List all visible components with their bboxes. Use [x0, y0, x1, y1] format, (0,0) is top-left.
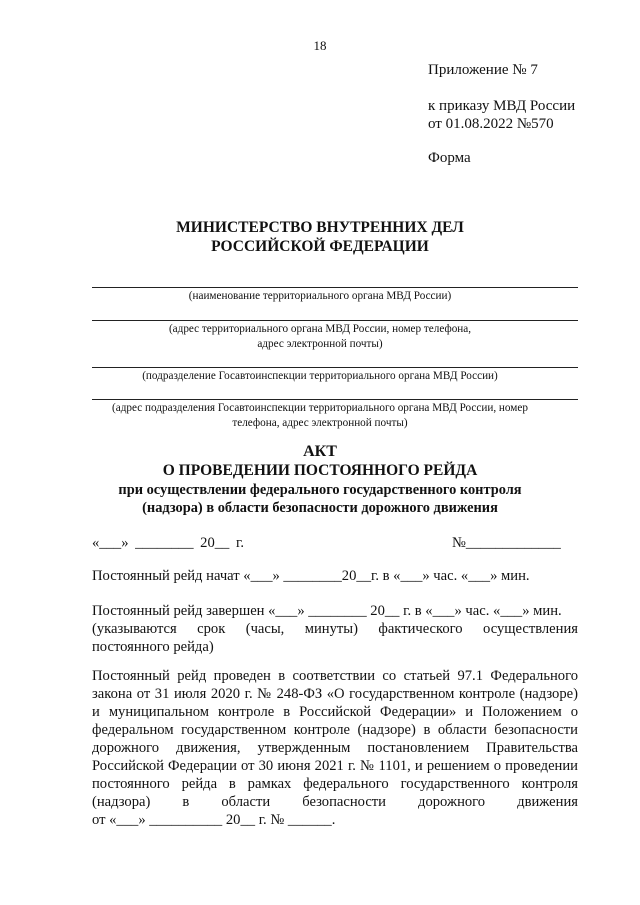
body-paragraph-line: (надзора) в области безопасности дорожного движения: [92, 794, 578, 810]
body-paragraph-line: закона от 31 июля 2020 г. № 248-ФЗ «О государственном контроле (надзоре): [92, 686, 578, 702]
ministry-name-line-2: РОССИЙСКОЙ ФЕДЕРАЦИИ: [211, 238, 429, 255]
territorial-name-caption: (наименование территориального органа МВД России): [188, 290, 452, 302]
appendix-title: Приложение № 7: [428, 62, 538, 78]
territorial-address-caption-2: адрес электронной почты): [257, 338, 383, 350]
gai-address-rule: [92, 399, 578, 400]
act-subtitle: О ПРОВЕДЕНИИ ПОСТОЯННОГО РЕЙДА: [162, 462, 478, 479]
body-paragraph-line: и муниципальном контроле в Российской Федерации» и Положением о: [92, 704, 578, 720]
body-paragraph-line: постоянного рейда в рамках федерального государственного контроля: [92, 776, 578, 792]
raid-finished-note-line-1: (указываются срок (часы, минуты) фактического осуществления: [92, 621, 578, 637]
raid-finished-note-line-2: постоянного рейда): [92, 639, 214, 655]
gai-address-caption-1: (адрес подразделения Госавтоинспекции территориального органа МВД России, номер: [112, 402, 528, 414]
ministry-name-line-1: МИНИСТЕРСТВО ВНУТРЕННИХ ДЕЛ: [176, 219, 464, 236]
body-paragraph-line: дорожного движения, утвержденным постановлением Правительства: [92, 740, 578, 756]
form-label: Форма: [428, 150, 471, 166]
body-paragraph-line: федеральном государственном контроле (надзоре) в области безопасности: [92, 722, 578, 738]
order-reference-line-1: к приказу МВД России: [428, 98, 576, 114]
raid-started-line: Постоянный рейд начат «___» ________20__г. в «___» час. «___» мин.: [92, 568, 530, 584]
act-description-line-1: при осуществлении федерального государственного контроля: [118, 482, 522, 498]
territorial-address-rule: [92, 320, 578, 321]
body-paragraph-line: от «___» __________ 20__ г. № ______.: [92, 812, 336, 828]
gai-unit-rule: [92, 367, 578, 368]
territorial-address-caption-1: (адрес территориального органа МВД России, номер телефона,: [168, 323, 472, 335]
order-reference-line-2: от 01.08.2022 №570: [428, 116, 554, 132]
act-description-line-2: (надзора) в области безопасности дорожного движения: [142, 500, 498, 516]
act-number-field: №_____________: [452, 535, 561, 551]
page-number: 18: [313, 38, 327, 53]
act-date-field: «___» ________ 20__ г.: [92, 535, 244, 551]
raid-finished-line: Постоянный рейд завершен «___» ________ 20__ г. в «___» час. «___» мин.: [92, 603, 562, 619]
gai-address-caption-2: телефона, адрес электронной почты): [232, 417, 408, 429]
territorial-name-rule: [92, 287, 578, 288]
act-title: АКТ: [303, 443, 337, 460]
body-paragraph-line: Постоянный рейд проведен в соответствии со статьей 97.1 Федерального: [92, 668, 578, 684]
body-paragraph-line: Российской Федерации от 30 июня 2021 г. № 1101, и решением о проведении: [92, 758, 578, 774]
gai-unit-caption: (подразделение Госавтоинспекции территориального органа МВД России): [142, 370, 498, 382]
